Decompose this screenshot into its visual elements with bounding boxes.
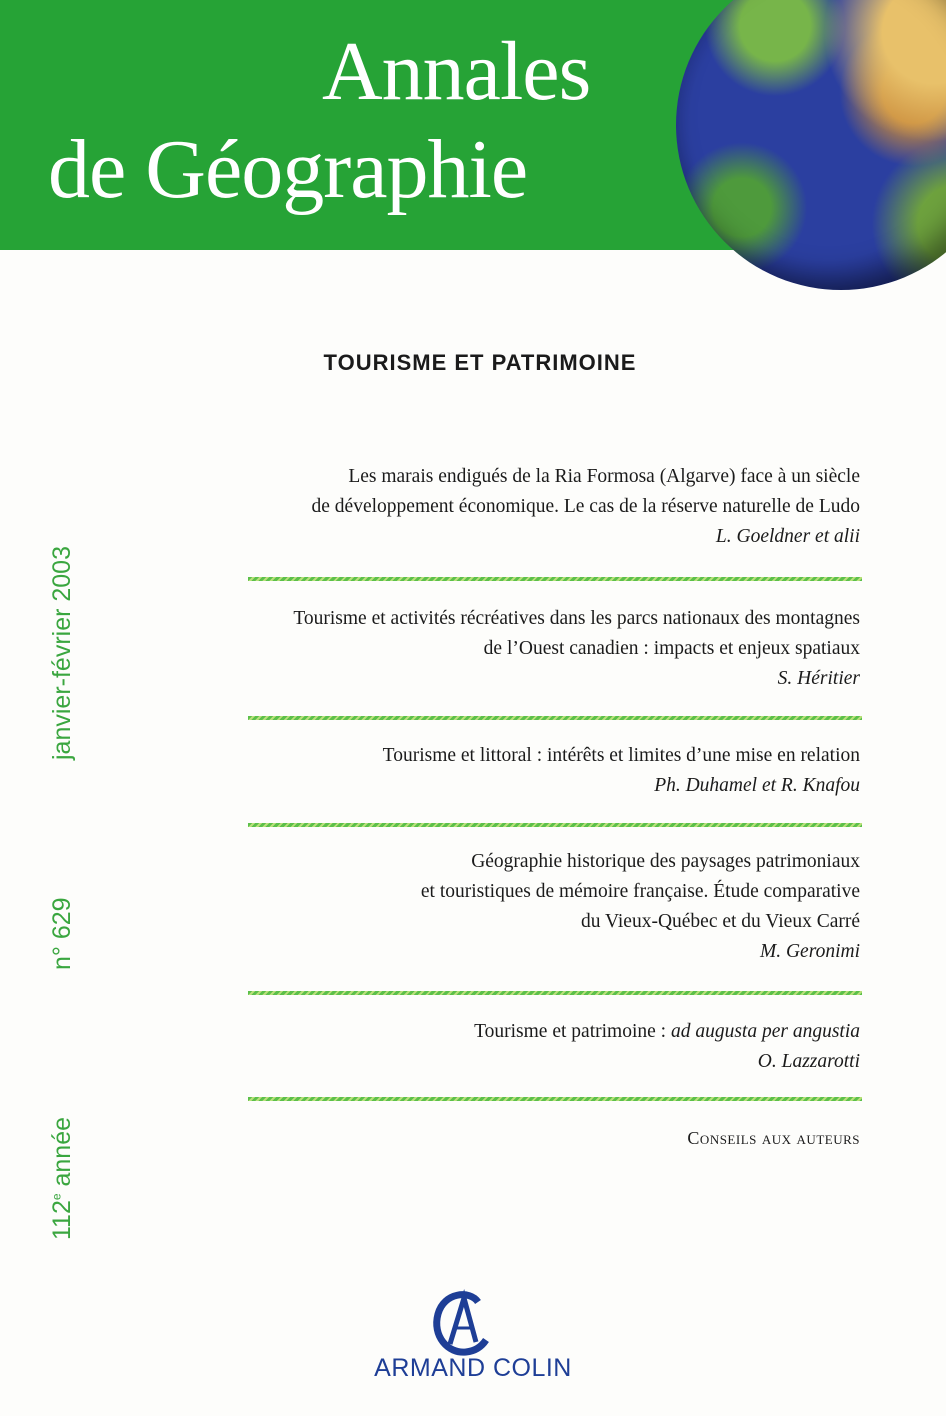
divider	[248, 1097, 862, 1101]
article-author: M. Geronimi	[759, 941, 860, 962]
journal-title-line2: de Géographie	[48, 123, 528, 216]
article-author: Ph. Duhamel et R. Knafou	[654, 775, 860, 796]
volume-year	[48, 1117, 77, 1240]
year-number: 112	[48, 1200, 76, 1240]
article-title-line: Tourisme et activités récréatives dans les parcs nationaux des montagnes	[293, 608, 860, 629]
issue-theme: TOURISME ET PATRIMOINE	[323, 350, 637, 375]
article-1[interactable]	[312, 462, 860, 552]
article-title-line: Les marais endigués de la Ria Formosa (Algarve) face à un siècle	[348, 466, 860, 487]
publisher-logo-icon	[430, 1288, 490, 1358]
article-2[interactable]	[293, 604, 860, 694]
article-4[interactable]	[421, 847, 860, 967]
article-title-line: Géographie historique des paysages patrimoniaux	[471, 851, 860, 872]
article-author: S. Héritier	[777, 668, 860, 689]
divider	[248, 991, 862, 995]
journal-title-line1: Annales	[322, 25, 591, 118]
article-author: L. Goeldner et alii	[715, 526, 860, 547]
article-title-line: Tourisme et littoral : intérêts et limites d’une mise en relation	[382, 745, 860, 766]
author-guidelines[interactable]: Conseils aux auteurs	[687, 1128, 860, 1148]
year-suffix: e	[49, 1193, 64, 1201]
article-3[interactable]	[383, 741, 860, 801]
article-title-line: de développement économique. Le cas de la réserve naturelle de Ludo	[311, 496, 860, 517]
article-title-line: du Vieux-Québec et du Vieux Carré	[580, 911, 860, 932]
article-title-line: de l’Ouest canadien : impacts et enjeux spatiaux	[483, 638, 860, 659]
issue-date: janvier-février 2003	[48, 546, 76, 760]
issue-number: n° 629	[48, 897, 76, 970]
article-title-line: et touristiques de mémoire française. Étude comparative	[420, 881, 860, 902]
article-title-plain: Tourisme et patrimoine :	[474, 1021, 671, 1042]
article-author: O. Lazzarotti	[757, 1051, 860, 1072]
divider	[248, 823, 862, 827]
divider	[248, 577, 862, 581]
article-title-italic: ad augusta per angustia	[670, 1021, 860, 1042]
article-5[interactable]	[474, 1017, 860, 1077]
year-label: année	[48, 1116, 76, 1187]
publisher-name: ARMAND COLIN	[374, 1354, 572, 1382]
divider	[248, 716, 862, 720]
article-title-line	[474, 1017, 860, 1047]
